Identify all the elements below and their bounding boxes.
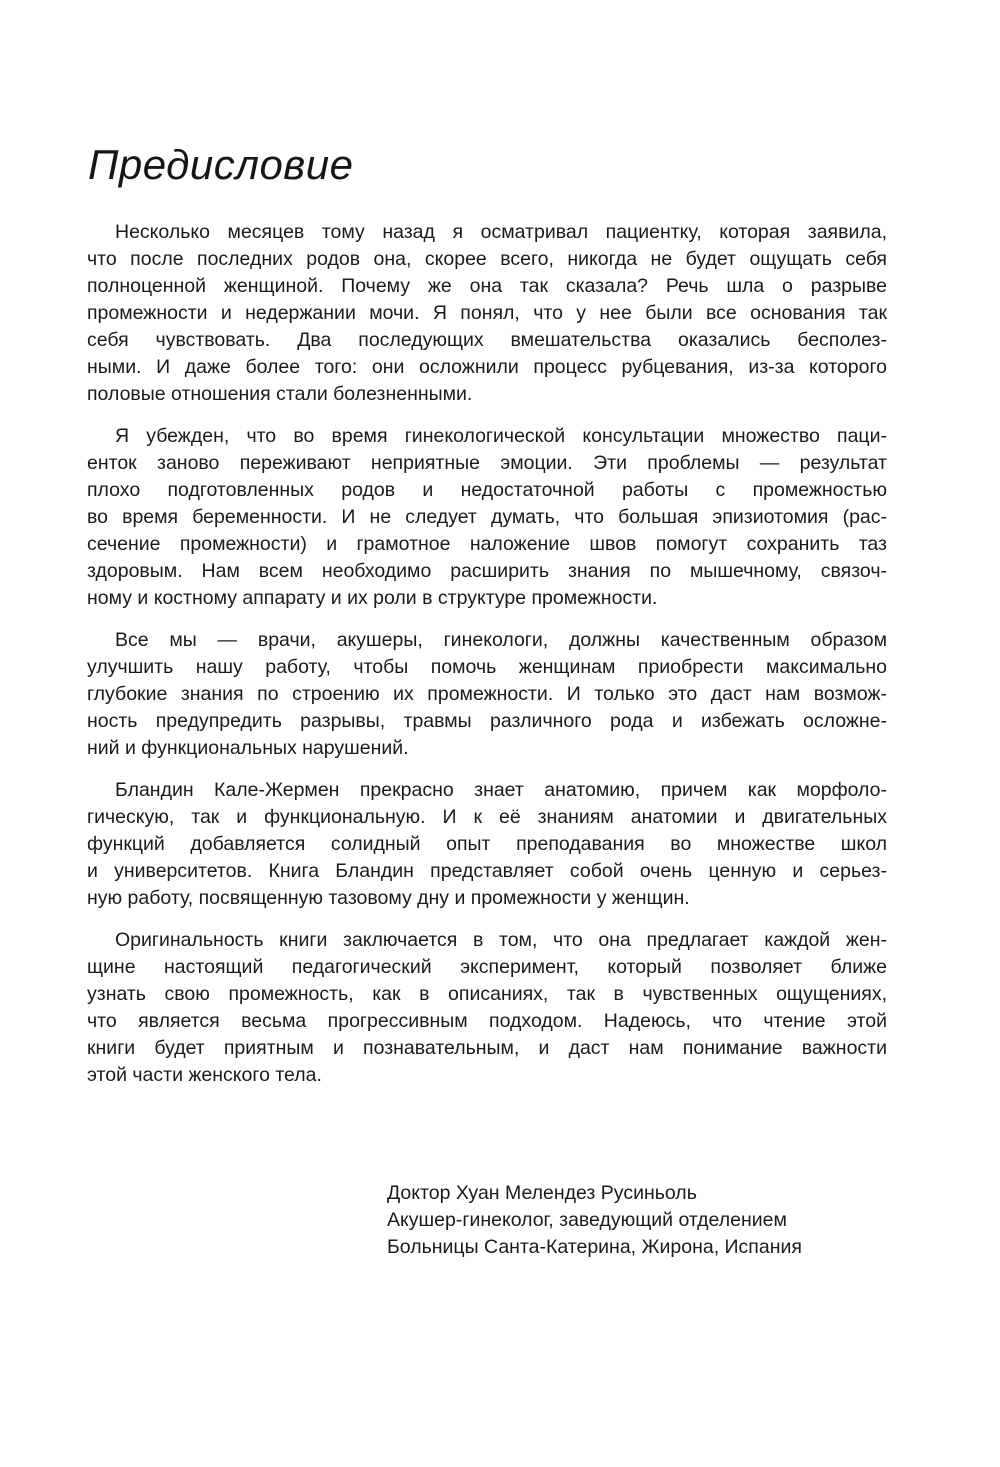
text-line: Я убежден, что во время гинекологической консультации множество паци- [115,425,887,447]
paragraph [87,777,887,912]
paragraph [87,927,887,1089]
paragraph [87,423,887,612]
preface-body [87,219,887,1104]
text-line: промежности и недержании мочи. Я понял, что у нее были все основания так [87,302,887,324]
text-line: ность предупредить разрывы, травмы различного рода и избежать осложне- [87,710,887,732]
page-title: Предисловие [88,141,354,189]
text-line: полноценной женщиной. Почему же она так сказала? Речь шла о разрыве [87,275,887,297]
paragraph [87,627,887,762]
paragraph [87,219,887,408]
text-line: ными. И даже более того: они осложнили процесс рубцевания, из-за которого [87,356,887,378]
text-line: Оригинальность книги заключается в том, что она предлагает каждой жен- [115,929,887,951]
text-line: этой части женского тела. [87,1064,322,1086]
text-line: щине настоящий педагогический эксперимент, который позволяет ближе [87,956,887,978]
signature-line: Доктор Хуан Мелендез Русиньоль [387,1182,697,1204]
text-line: что после последних родов она, скорее всего, никогда не будет ощущать себя [87,248,887,270]
text-line: Бландин Кале-Жермен прекрасно знает анатомию, причем как морфоло- [115,779,887,801]
text-line: гическую, так и функциональную. И к её знаниям анатомии и двигательных [87,806,887,828]
text-line: ную работу, посвященную тазовому дну и промежности у женщин. [87,887,690,909]
text-line: Несколько месяцев тому назад я осматривал пациентку, которая заявила, [115,221,887,243]
text-line: и университетов. Книга Бландин представляет собой очень ценную и серьез- [87,860,887,882]
text-line: ний и функциональных нарушений. [87,737,409,759]
signature-line: Акушер-гинеколог, заведующий отделением [387,1209,787,1231]
signature-block [387,1180,802,1261]
text-line: енток заново переживают неприятные эмоции. Эти проблемы — результат [87,452,887,474]
text-line: Все мы — врачи, акушеры, гинекологи, должны качественным образом [115,629,887,651]
text-line: сечение промежности) и грамотное наложение швов помогут сохранить таз [87,533,887,555]
text-line: половые отношения стали болезненными. [87,383,473,405]
text-line: глубокие знания по строению их промежности. И только это даст нам возмож- [87,683,887,705]
text-line: плохо подготовленных родов и недостаточной работы с промежностью [87,479,887,501]
text-line: себя чувствовать. Два последующих вмешательства оказались бесполез- [87,329,887,351]
text-line: здоровым. Нам всем необходимо расширить знания по мышечному, связоч- [87,560,887,582]
text-line: ному и костному аппарату и их роли в структуре промежности. [87,587,658,609]
text-line: что является весьма прогрессивным подходом. Надеюсь, что чтение этой [87,1010,887,1032]
text-line: функций добавляется солидный опыт преподавания во множестве школ [87,833,887,855]
signature-line: Больницы Санта-Катерина, Жирона, Испания [387,1236,802,1258]
text-line: книги будет приятным и познавательным, и даст нам понимание важности [87,1037,887,1059]
text-line: узнать свою промежность, как в описаниях, так в чувственных ощущениях, [87,983,887,1005]
text-line: во время беременности. И не следует думать, что большая эпизиотомия (рас- [87,506,887,528]
text-line: улучшить нашу работу, чтобы помочь женщинам приобрести максимально [87,656,887,678]
